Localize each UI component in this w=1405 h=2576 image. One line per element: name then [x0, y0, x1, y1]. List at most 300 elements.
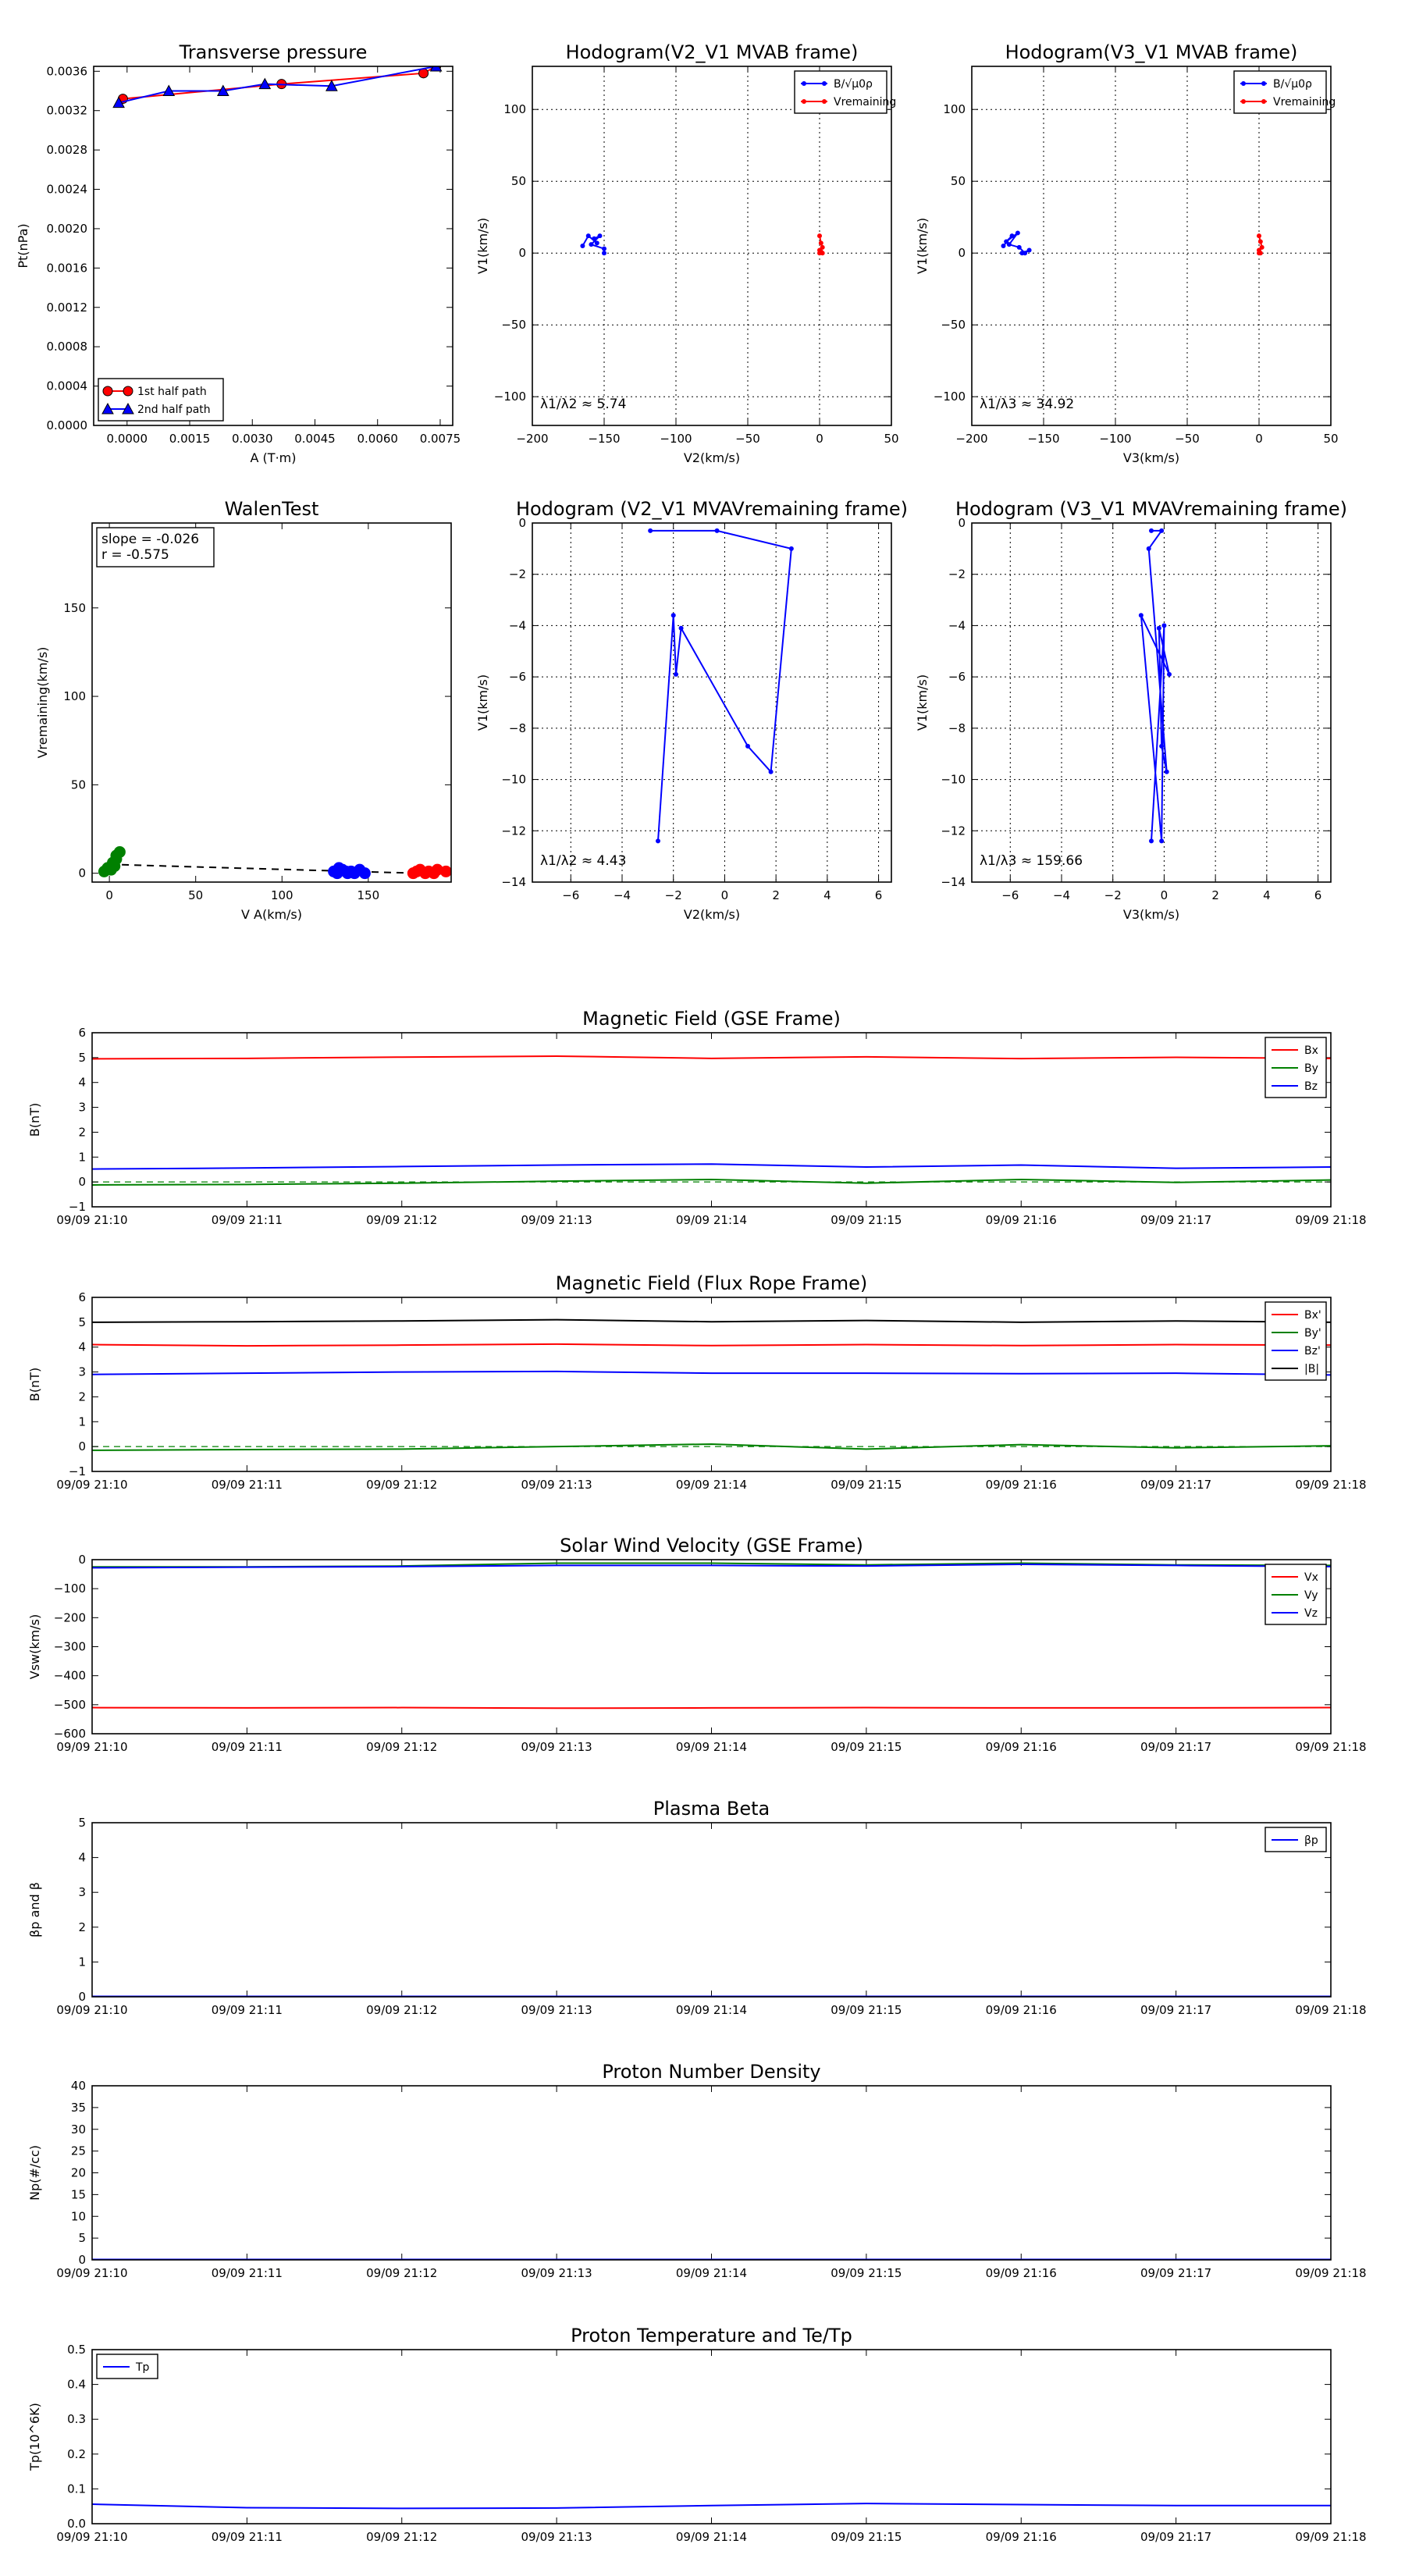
data-point: [1257, 233, 1261, 238]
data-point: [789, 546, 794, 551]
x-tick-label: 09/09 21:15: [831, 1740, 902, 1754]
y-axis-label: B(nT): [27, 1102, 42, 1137]
x-tick-label: 0.0045: [294, 432, 336, 446]
legend-label: B/√μ0ρ: [834, 78, 873, 91]
x-tick-label: 0.0000: [106, 432, 148, 446]
legend-label: Tp: [136, 2361, 150, 2374]
data-point: [820, 251, 825, 255]
y-tick-label: 1: [78, 1414, 86, 1429]
data-point: [586, 233, 591, 238]
y-tick-label: 0.0012: [46, 300, 87, 315]
x-tick-label: 09/09 21:16: [985, 1478, 1057, 1492]
x-tick-label: −150: [588, 432, 621, 446]
y-tick-label: 0: [78, 1990, 86, 2004]
legend-marker: [822, 99, 827, 104]
x-tick-label: 09/09 21:10: [56, 1213, 128, 1227]
chart-hodogram-v2-v1-mvab: [475, 41, 899, 465]
data-marks: [92, 1563, 1331, 1708]
y-tick-label: 0: [518, 516, 526, 530]
chart-transverse-pressure: [16, 41, 461, 465]
x-tick-label: 150: [357, 888, 380, 902]
data-point: [1016, 230, 1020, 235]
y-tick-label: −4: [948, 618, 966, 633]
y-tick-label: 4: [78, 1075, 86, 1090]
y-tick-label: 5: [78, 1816, 86, 1830]
plot-frame: [92, 1297, 1331, 1471]
y-tick-label: −1: [68, 1464, 86, 1478]
plot-frame: [532, 523, 891, 882]
series-line: [92, 1056, 1331, 1059]
plot-frame: [92, 1823, 1331, 1997]
x-tick-label: −6: [1001, 888, 1019, 902]
y-tick-label: −2: [948, 567, 966, 582]
x-tick-label: 09/09 21:14: [675, 2003, 748, 2017]
chart-plasma-beta: [27, 1798, 1367, 2017]
x-axis-label: V2(km/s): [683, 450, 741, 465]
y-tick-label: 25: [70, 2144, 86, 2158]
x-axis-label: A (T·m): [250, 450, 297, 465]
data-marks: [92, 1320, 1331, 1450]
y-tick-label: −8: [508, 720, 526, 735]
y-tick-label: 0.0016: [46, 261, 87, 276]
x-tick-label: 09/09 21:10: [56, 2266, 128, 2280]
x-tick-label: 09/09 21:13: [521, 2266, 592, 2280]
x-tick-label: 09/09 21:12: [366, 2530, 438, 2544]
x-tick-label: 09/09 21:11: [211, 2530, 283, 2544]
chart-title: Magnetic Field (Flux Rope Frame): [555, 1272, 868, 1294]
x-tick-label: 09/09 21:11: [211, 2266, 283, 2280]
data-point: [108, 857, 119, 868]
y-tick-label: 100: [943, 102, 966, 117]
y-tick-label: 20: [70, 2165, 86, 2180]
y-tick-label: 30: [70, 2122, 86, 2137]
y-tick-label: 150: [63, 600, 86, 615]
y-tick-label: 0: [78, 866, 86, 881]
y-tick-label: −14: [501, 875, 526, 889]
y-tick-label: −12: [941, 824, 966, 838]
data-point: [1159, 838, 1164, 843]
y-tick-label: 2: [78, 1920, 86, 1934]
y-tick-label: 0: [958, 246, 966, 261]
x-tick-label: 09/09 21:15: [831, 2530, 902, 2544]
x-axis-label: V2(km/s): [683, 907, 741, 922]
y-tick-label: 0.0024: [46, 182, 87, 197]
x-tick-label: 09/09 21:15: [831, 1478, 902, 1492]
x-tick-label: 09/09 21:11: [211, 1213, 283, 1227]
y-tick-label: 2: [78, 1125, 86, 1140]
series-line: [92, 1344, 1331, 1346]
series-line: [92, 2503, 1331, 2508]
y-tick-label: 50: [510, 174, 526, 189]
legend-label: Bz': [1304, 1345, 1321, 1357]
y-tick-label: 6: [78, 1026, 86, 1040]
x-tick-label: −50: [1175, 432, 1200, 446]
y-tick-label: 50: [70, 777, 86, 792]
y-tick-label: −6: [508, 670, 526, 685]
legend-label: Vremaining: [1273, 96, 1336, 109]
y-tick-label: 100: [503, 102, 526, 117]
plot-frame: [94, 66, 453, 425]
x-tick-label: 0: [105, 888, 113, 902]
y-tick-label: 3: [78, 1885, 86, 1900]
x-tick-label: 09/09 21:13: [521, 1740, 592, 1754]
data-point: [595, 240, 599, 245]
x-tick-label: 0: [1160, 888, 1168, 902]
legend: [1234, 71, 1336, 113]
data-point: [440, 866, 451, 877]
data-point: [1010, 233, 1015, 238]
x-tick-label: 50: [884, 432, 899, 446]
chart-solar-wind-velocity: [27, 1535, 1367, 1754]
legend-marker: [802, 81, 806, 86]
x-tick-label: 09/09 21:16: [985, 1213, 1057, 1227]
y-axis-label: Vsw(km/s): [27, 1614, 42, 1680]
x-tick-label: 09/09 21:18: [1295, 1478, 1367, 1492]
data-point: [679, 626, 684, 631]
chart-hodogram-v3-v1-mvav: [915, 498, 1347, 922]
y-tick-label: −50: [501, 318, 526, 333]
data-point: [1257, 251, 1261, 255]
data-point: [592, 237, 596, 241]
x-tick-label: 0: [720, 888, 729, 902]
chart-title: Hodogram(V2_V1 MVAB frame): [565, 41, 859, 63]
data-point: [580, 244, 585, 248]
legend: [1265, 1564, 1326, 1624]
x-tick-label: −200: [516, 432, 549, 446]
x-tick-label: 09/09 21:18: [1295, 2266, 1367, 2280]
x-tick-label: 09/09 21:17: [1140, 2530, 1212, 2544]
chart-proton-number-density: [27, 2061, 1367, 2280]
y-tick-label: −100: [53, 1582, 86, 1596]
x-tick-label: −4: [1052, 888, 1071, 902]
data-point: [1027, 248, 1032, 253]
y-axis-label: V1(km/s): [915, 217, 930, 275]
plot-frame: [92, 523, 451, 882]
y-tick-label: −100: [493, 390, 526, 404]
legend-marker: [103, 386, 112, 396]
x-tick-label: 50: [188, 888, 204, 902]
y-tick-label: 0.5: [67, 2343, 86, 2357]
legend-label: Bz: [1304, 1080, 1318, 1093]
y-axis-label: Pt(nPa): [16, 223, 30, 269]
y-tick-label: −12: [501, 824, 526, 838]
y-tick-label: 5: [78, 2231, 86, 2246]
x-tick-label: 09/09 21:16: [985, 2530, 1057, 2544]
legend-label: By': [1304, 1327, 1321, 1340]
data-point: [589, 242, 593, 247]
x-tick-label: 09/09 21:12: [366, 1213, 438, 1227]
legend: [795, 71, 896, 113]
x-tick-label: 09/09 21:18: [1295, 1740, 1367, 1754]
data-point: [1017, 245, 1022, 250]
x-tick-label: 09/09 21:14: [675, 2530, 748, 2544]
data-point: [715, 528, 720, 533]
x-tick-label: 09/09 21:11: [211, 2003, 283, 2017]
data-point: [671, 613, 676, 617]
y-tick-label: 0: [78, 1439, 86, 1454]
chart-title: WalenTest: [224, 498, 319, 520]
chart-title: Solar Wind Velocity (GSE Frame): [560, 1535, 863, 1557]
y-tick-label: 0: [958, 516, 966, 530]
legend-marker: [1261, 99, 1266, 104]
data-point: [1161, 623, 1166, 628]
y-tick-label: 10: [70, 2209, 86, 2224]
x-tick-label: 0.0060: [357, 432, 398, 446]
x-tick-label: 0.0030: [232, 432, 273, 446]
x-tick-label: 0: [1255, 432, 1263, 446]
y-tick-label: 0.0036: [46, 64, 87, 79]
x-tick-label: 09/09 21:17: [1140, 2266, 1212, 2280]
y-tick-label: 0.0008: [46, 340, 87, 354]
x-tick-label: 09/09 21:18: [1295, 2530, 1367, 2544]
y-tick-label: −8: [948, 720, 966, 735]
legend-label: βp: [1304, 1834, 1318, 1847]
y-axis-label: B(nT): [27, 1367, 42, 1402]
x-tick-label: 09/09 21:13: [521, 1478, 592, 1492]
legend-marker: [1241, 81, 1246, 86]
annotation-line: r = -0.575: [101, 547, 169, 563]
x-tick-label: 09/09 21:14: [675, 2266, 748, 2280]
legend-label: Vx: [1304, 1571, 1318, 1584]
y-tick-label: −300: [53, 1639, 86, 1654]
y-tick-label: −400: [53, 1668, 86, 1683]
legend-label: Vremaining: [834, 96, 897, 109]
chart-magnetic-field-gse: [27, 1008, 1367, 1227]
data-point: [359, 868, 370, 879]
data-point: [1001, 244, 1005, 248]
annotation-line: slope = -0.026: [101, 532, 200, 547]
chart-title: Proton Temperature and Te/Tp: [571, 2325, 852, 2347]
y-tick-label: 1: [78, 1955, 86, 1969]
legend: [98, 379, 223, 421]
legend: [1265, 1037, 1326, 1098]
x-axis-label: V3(km/s): [1122, 907, 1180, 922]
legend-marker: [1261, 81, 1266, 86]
x-tick-label: 09/09 21:18: [1295, 1213, 1367, 1227]
series-line: [92, 1708, 1331, 1709]
legend-marker: [123, 386, 133, 396]
legend-label: 2nd half path: [137, 404, 211, 416]
data-marks: [92, 1056, 1331, 1185]
data-point: [674, 672, 678, 677]
legend-label: |B|: [1304, 1363, 1320, 1375]
y-tick-label: 6: [78, 1290, 86, 1304]
chart-title: Hodogram (V2_V1 MVAVremaining frame): [515, 498, 909, 520]
x-tick-label: 09/09 21:12: [366, 1478, 438, 1492]
plot-frame: [972, 66, 1331, 425]
legend-label: Vz: [1304, 1607, 1318, 1620]
x-tick-label: 100: [270, 888, 293, 902]
data-marks: [648, 528, 794, 844]
y-tick-label: 0: [518, 246, 526, 261]
y-tick-label: 0.3: [67, 2412, 86, 2427]
data-point: [1149, 528, 1154, 533]
y-tick-label: 0: [78, 1175, 86, 1190]
y-tick-label: 40: [70, 2079, 86, 2093]
x-tick-label: 09/09 21:14: [675, 1213, 748, 1227]
data-marks: [92, 2503, 1331, 2508]
chart-magnetic-field-flux-rope: [27, 1272, 1367, 1492]
chart-walen-test: [35, 498, 451, 922]
y-tick-label: −1: [68, 1200, 86, 1214]
x-tick-label: −50: [735, 432, 760, 446]
x-tick-label: 09/09 21:12: [366, 2003, 438, 2017]
x-tick-label: 09/09 21:15: [831, 2266, 902, 2280]
annotation-text: λ1/λ3 ≈ 159.66: [980, 853, 1083, 869]
x-tick-label: 09/09 21:13: [521, 1213, 592, 1227]
data-point: [340, 866, 351, 877]
series-line: [1141, 531, 1169, 841]
data-point: [745, 744, 750, 749]
y-tick-label: −200: [53, 1610, 86, 1625]
x-tick-label: 09/09 21:10: [56, 2530, 128, 2544]
x-tick-label: −100: [660, 432, 692, 446]
x-tick-label: 09/09 21:15: [831, 1213, 902, 1227]
data-marks: [113, 61, 442, 108]
y-tick-label: −6: [948, 670, 966, 685]
x-tick-label: 09/09 21:12: [366, 2266, 438, 2280]
data-marks: [98, 846, 451, 878]
data-point: [1159, 744, 1164, 749]
data-point: [656, 838, 660, 843]
x-tick-label: 09/09 21:16: [985, 1740, 1057, 1754]
y-tick-label: −10: [941, 772, 966, 787]
x-tick-label: 09/09 21:11: [211, 1740, 283, 1754]
y-tick-label: 3: [78, 1364, 86, 1379]
legend: [1265, 1827, 1326, 1852]
x-tick-label: 09/09 21:10: [56, 1740, 128, 1754]
x-tick-label: 09/09 21:14: [675, 1478, 748, 1492]
annotation-text: λ1/λ2 ≈ 5.74: [540, 397, 627, 412]
legend-label: Vy: [1304, 1589, 1318, 1602]
y-axis-label: V1(km/s): [915, 674, 930, 731]
x-tick-label: −6: [562, 888, 580, 902]
y-axis-label: Vremaining(km/s): [35, 646, 50, 759]
y-tick-label: 0.0004: [46, 379, 87, 393]
data-point: [1258, 239, 1263, 244]
data-point: [1149, 838, 1154, 843]
x-tick-label: 09/09 21:12: [366, 1740, 438, 1754]
y-tick-label: 0.4: [67, 2377, 86, 2392]
y-tick-label: −500: [53, 1697, 86, 1712]
y-tick-label: 0: [78, 2253, 86, 2267]
y-tick-label: 2: [78, 1389, 86, 1404]
x-tick-label: 09/09 21:14: [675, 1740, 748, 1754]
annotation-text: λ1/λ3 ≈ 34.92: [980, 397, 1075, 412]
data-point: [602, 251, 606, 255]
plot-frame: [532, 66, 891, 425]
data-point: [1167, 672, 1172, 677]
y-tick-label: 0: [78, 1553, 86, 1567]
plot-frame: [92, 2086, 1331, 2260]
data-point: [819, 240, 823, 245]
chart-title: Magnetic Field (GSE Frame): [582, 1008, 841, 1030]
y-tick-label: −600: [53, 1727, 86, 1741]
y-tick-label: −2: [508, 567, 526, 582]
series-line: [119, 66, 436, 103]
chart-proton-temperature: [27, 2325, 1367, 2544]
chart-title: Proton Number Density: [602, 2061, 821, 2083]
series-line: [92, 1164, 1331, 1169]
chart-title: Transverse pressure: [179, 41, 368, 63]
legend: [97, 2354, 158, 2379]
legend-label: Bx: [1304, 1044, 1318, 1057]
data-point: [648, 528, 653, 533]
x-tick-label: 09/09 21:11: [211, 1478, 283, 1492]
y-tick-label: 0.0032: [46, 103, 87, 118]
series-line: [92, 1320, 1331, 1322]
chart-title: Plasma Beta: [653, 1798, 770, 1820]
y-tick-label: 4: [78, 1340, 86, 1354]
series-line: [92, 1444, 1331, 1450]
data-marks: [1001, 230, 1264, 255]
x-tick-label: −150: [1027, 432, 1060, 446]
x-tick-label: 09/09 21:16: [985, 2003, 1057, 2017]
data-point: [1165, 770, 1169, 774]
x-tick-label: −200: [955, 432, 988, 446]
x-tick-label: 09/09 21:13: [521, 2530, 592, 2544]
x-tick-label: 09/09 21:13: [521, 2003, 592, 2017]
x-tick-label: −100: [1099, 432, 1132, 446]
legend-label: B/√μ0ρ: [1273, 78, 1312, 91]
y-axis-label: Tp(10^6K): [27, 2403, 42, 2471]
data-marks: [580, 233, 824, 255]
data-point: [1147, 546, 1151, 551]
y-axis-label: V1(km/s): [475, 674, 490, 731]
data-point: [1139, 613, 1144, 617]
legend-label: By: [1304, 1062, 1318, 1075]
x-tick-label: −2: [1104, 888, 1122, 902]
x-tick-label: 09/09 21:17: [1140, 1478, 1212, 1492]
x-tick-label: 09/09 21:17: [1140, 2003, 1212, 2017]
data-point: [1157, 626, 1161, 631]
y-tick-label: 5: [78, 1315, 86, 1329]
x-tick-label: 09/09 21:17: [1140, 1213, 1212, 1227]
chart-title: Hodogram (V3_V1 MVAVremaining frame): [955, 498, 1348, 520]
data-marks: [1139, 528, 1172, 844]
x-tick-label: 09/09 21:18: [1295, 2003, 1367, 2017]
y-axis-label: V1(km/s): [475, 217, 490, 275]
x-tick-label: 2: [1211, 888, 1219, 902]
data-point: [769, 770, 774, 774]
legend-marker: [822, 81, 827, 86]
y-tick-label: 4: [78, 1850, 86, 1865]
x-tick-label: 6: [1314, 888, 1322, 902]
y-tick-label: 5: [78, 1050, 86, 1065]
x-tick-label: 0: [816, 432, 823, 446]
x-tick-label: 09/09 21:16: [985, 2266, 1057, 2280]
y-tick-label: 0.0: [67, 2517, 86, 2531]
y-tick-label: −10: [501, 772, 526, 787]
chart-title: Hodogram(V3_V1 MVAB frame): [1005, 41, 1298, 63]
y-tick-label: 0.0028: [46, 143, 87, 158]
x-axis-label: V A(km/s): [240, 907, 303, 922]
y-tick-label: −14: [941, 875, 966, 889]
y-tick-label: −50: [941, 318, 966, 333]
y-tick-label: 3: [78, 1100, 86, 1115]
legend-marker: [1241, 99, 1246, 104]
data-point: [1019, 251, 1024, 255]
x-tick-label: 4: [823, 888, 831, 902]
y-axis-label: βp and β: [27, 1882, 42, 1937]
x-tick-label: −2: [664, 888, 682, 902]
x-tick-label: −4: [613, 888, 631, 902]
annotation-text: λ1/λ2 ≈ 4.43: [540, 853, 627, 869]
series-line: [650, 531, 791, 841]
legend-label: 1st half path: [137, 386, 207, 398]
x-tick-label: 09/09 21:17: [1140, 1740, 1212, 1754]
legend-marker: [802, 99, 806, 104]
